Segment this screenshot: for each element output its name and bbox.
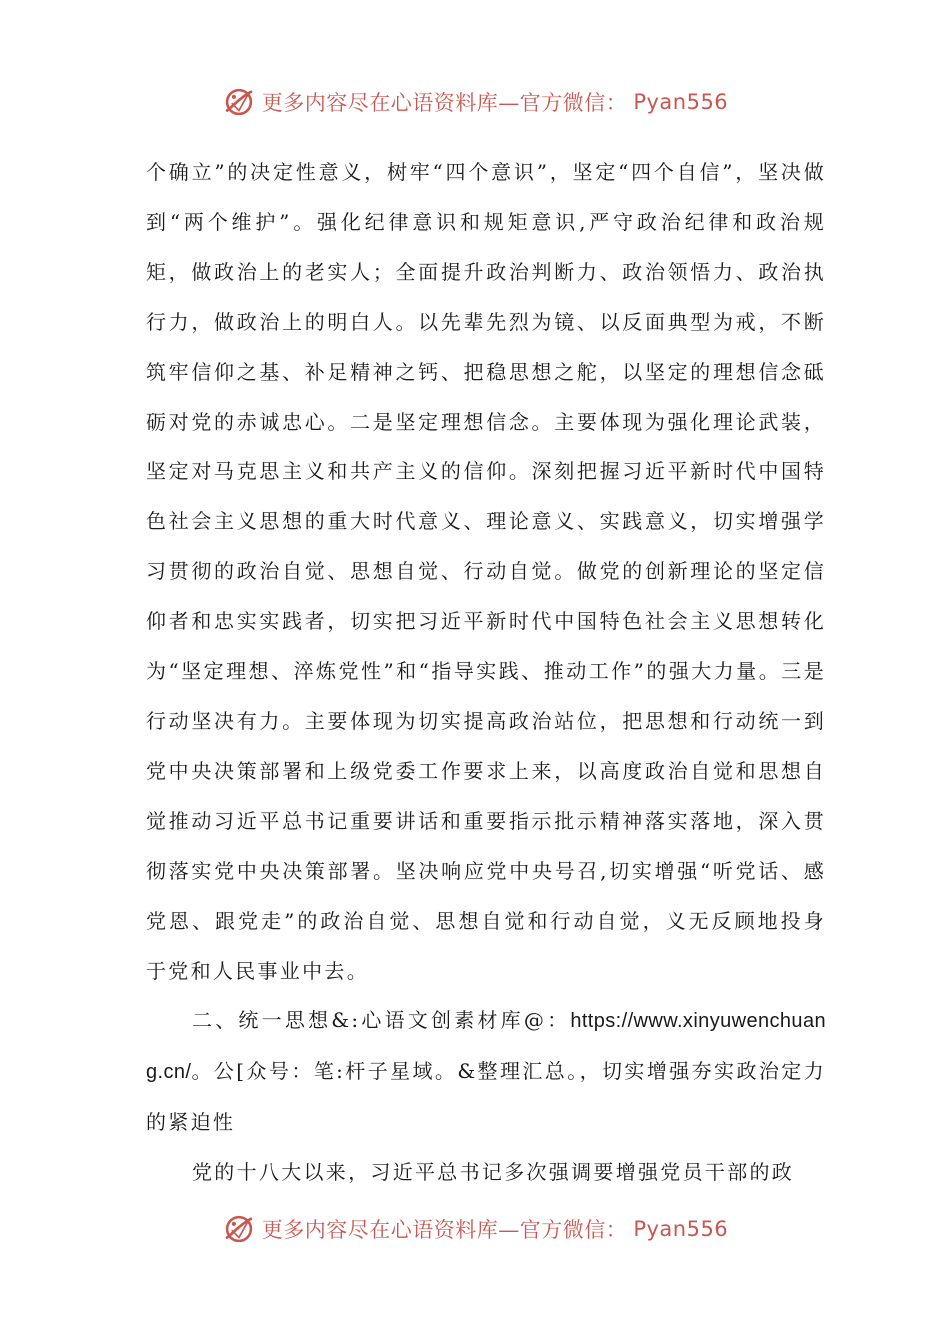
section-heading-2 xyxy=(146,996,826,1148)
pen-seal-logo-icon xyxy=(222,85,256,119)
material-library-link[interactable]: https://www.xinyuwenchuang.cn/ xyxy=(146,1010,826,1084)
header-banner-wechat-id: Pyan556 xyxy=(633,90,729,114)
document-body xyxy=(146,148,826,1198)
paragraph-1: 个确立”的决定性意义，树牢“四个意识”，坚定“四个自信”，坚决做到“两个维护”。强化纪律意识和规矩意识,严守政治纪律和政治规矩，做政治上的老实人；全面提升政治判断力、政治领悟力、政治执行力，做政治上的明白人。以先辈先烈为镜、以反面典型为戒，不断筑牢信仰之基、补足精神之钙、把稳思想之舵，以坚定的理想信念砥砺对党的赤诚忠心。二是坚定理想信念。主要体现为强化理论武装，坚定对马克思主义和共产主义的信仰。深刻把握习近平新时代中国特色社会主义思想的重大时代意义、理论意义、实践意义，切实增强学习贯彻的政治自觉、思想自觉、行动自觉。做党的创新理论的坚定信仰者和忠实实践者，切实把习近平新时代中国特色社会主义思想转化为“坚定理想、淬炼党性”和“指导实践、推动工作”的强大力量。三是行动坚决有力。主要体现为切实提高政治站位，把思想和行动统一到党中央决策部署和上级党委工作要求上来，以高度政治自觉和思想自觉推动习近平总书记重要讲话和重要指示批示精神落实落地，深入贯彻落实党中央决策部署。坚决响应党中央号召,切实增强“听党话、感党恩、跟党走”的政治自觉、思想自觉和行动自觉，义无反顾地投身于党和人民事业中去。 xyxy=(146,160,826,983)
paragraph-3: 党的十八大以来，习近平总书记多次强调要增强党员干部的政 xyxy=(192,1160,795,1185)
pen-seal-logo-icon xyxy=(222,1212,256,1246)
footer-banner xyxy=(0,1209,950,1249)
header-banner xyxy=(0,82,950,122)
header-banner-text: 更多内容尽在心语资料库—官方微信： xyxy=(261,91,628,115)
footer-banner-wechat-id: Pyan556 xyxy=(633,1217,729,1241)
heading-2-prefix: 二、统一思想&:心语文创素材库@： xyxy=(192,1008,571,1033)
heading-2-suffix: 。公[众号：笔:杆子星域。&整理汇总。，切实增强夯实政治定力的紧迫性 xyxy=(146,1059,826,1135)
footer-banner-text: 更多内容尽在心语资料库—官方微信： xyxy=(261,1218,628,1242)
